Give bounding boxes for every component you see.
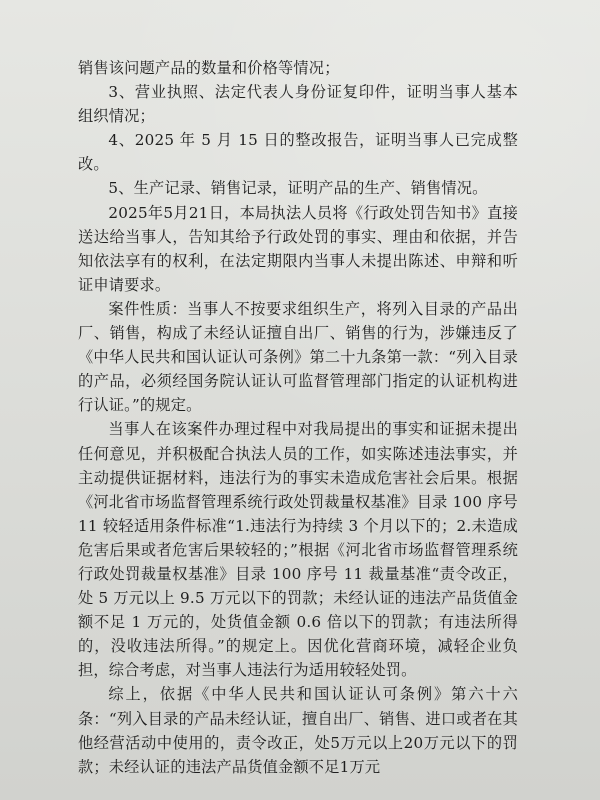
paragraph-evidence-5: 5、生产记录、销售记录，证明产品的生产、销售情况。 bbox=[108, 179, 488, 198]
paragraph-mitigating-factors: 当事人在该案件办理过程中对我局提出的事实和证据未提出任何意见，并积极配合执法人员的工作，如实陈述违法事实，并主动提供证据材料，违法行为的事实未造成危害社会后果。根据《河北省市场监督管理系统行政处罚裁量权基准》目录 100 序号 11 较轻适用条件标准“1.违法行为持续 3 个月以下的；2.未造成危害后果或者危害后果较轻的；”根据《河北省市场监督管理系统行政处罚裁量权基准》目录 100 序号 11 裁量基准“责令改正，处 5 万元以上 9.5 万元以下的罚款；未经认证的违法产品货值金额不足 1 万元的，处货值金额 0.6 倍以下的罚款；有违法所得的，没收违法所得。”的规定上。因优化营商环境，减轻企业负担，综合考虑，对当事人违法行为适用较轻处罚。 bbox=[78, 420, 518, 680]
paragraph-evidence-3: 3、营业执照、法定代表人身份证复印件，证明当事人基本组织情况； bbox=[78, 83, 518, 126]
paragraph-case-nature: 案件性质：当事人不按要求组织生产，将列入目录的产品出厂、销售，构成了未经认证擅自出厂、销售的行为，涉嫌违反了《中华人民共和国认证认可条例》第二十九条第一款：“列入目录的产品，必须经国务院认证认可监督管理部门指定的认证机构进行认证。”的规定。 bbox=[78, 299, 518, 415]
document-body bbox=[78, 56, 518, 779]
paragraph-notice-delivery: 2025年5月21日，本局执法人员将《行政处罚告知书》直接送达给当事人，告知其给予行政处罚的事实、理由和依据，并告知依法享有的权利，在法定期限内当事人未提出陈述、申辩和听证申请要求。 bbox=[78, 203, 518, 294]
paragraph-evidence-4: 4、2025 年 5 月 15 日的整改报告，证明当事人已完成整改。 bbox=[78, 131, 518, 174]
paragraph-continuation: 销售该问题产品的数量和价格等情况； bbox=[78, 59, 340, 77]
paragraph-conclusion: 综上，依据《中华人民共和国认证认可条例》第六十六条：“列入目录的产品未经认证，擅自出厂、销售、进口或者在其他经营活动中使用的，责令改正，处5万元以上20万元以下的罚款；未经认证的违法产品货值金额不足1万元 bbox=[78, 685, 518, 776]
